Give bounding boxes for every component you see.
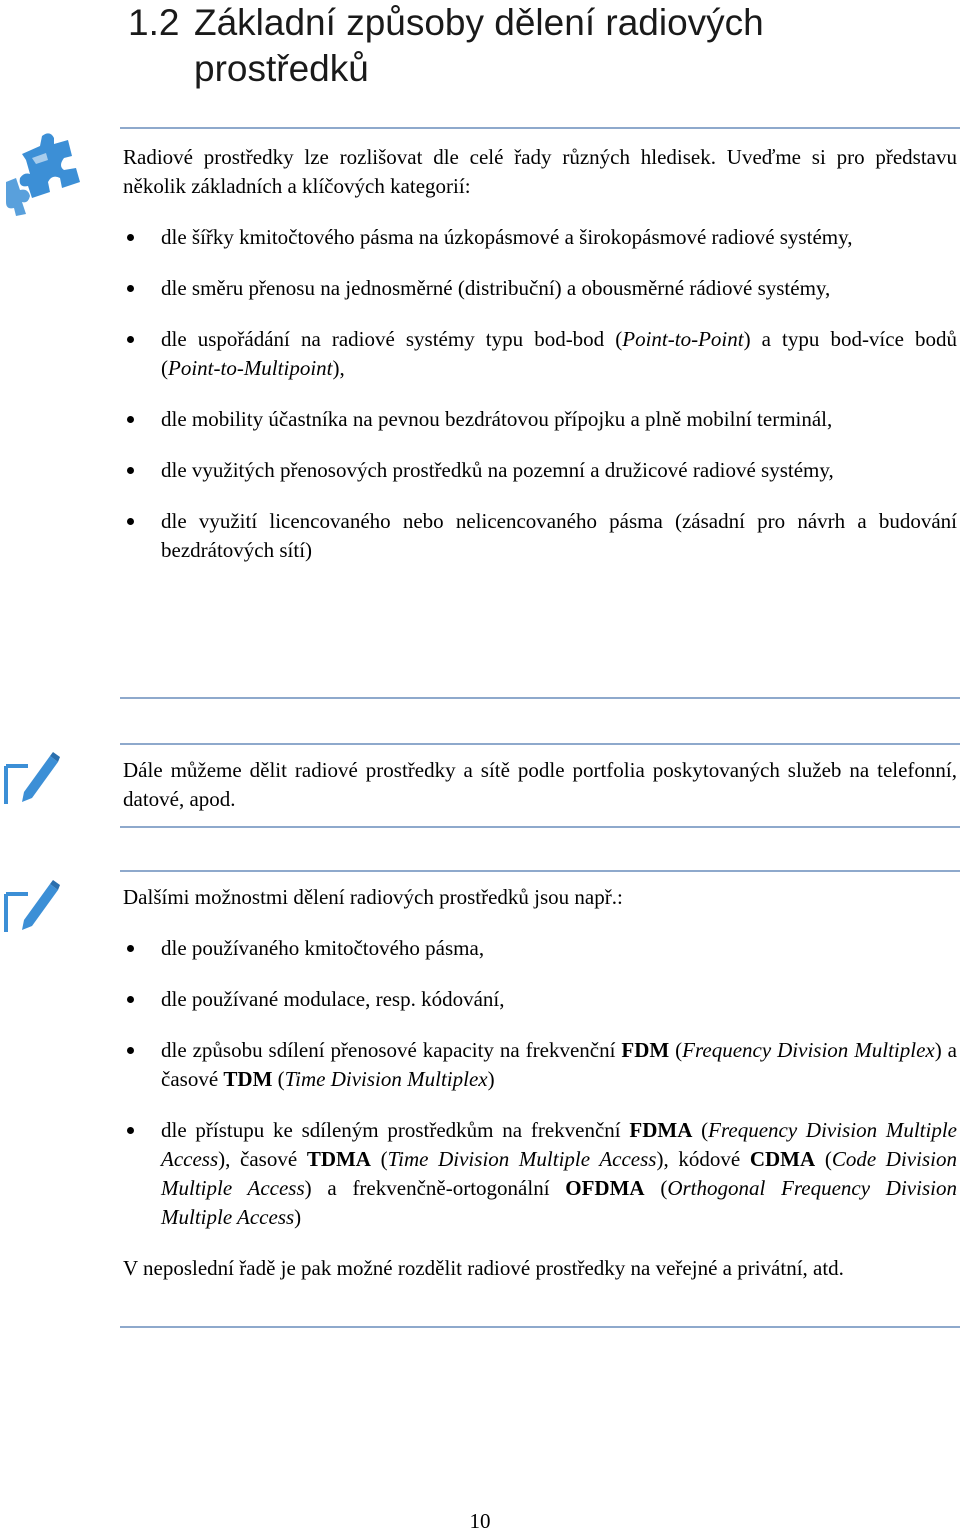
closing-paragraph: V neposlední řadě je pak možné rozdělit radiové prostředky na veřejné a privátní, atd. <box>123 1256 844 1280</box>
divider <box>120 1326 960 1328</box>
section-categories <box>123 143 957 565</box>
list-item: dle uspořádání na radiové systémy typu bod-bod (Point-to-Point) a typu bod-více bodů (Point-to-Multipoint), <box>123 325 957 383</box>
list-item: dle směru přenosu na jednosměrné (distribuční) a obousměrné rádiové systémy, <box>123 274 957 303</box>
section-further-division <box>123 883 957 1283</box>
list-item: dle používaného kmitočtového pásma, <box>123 934 957 963</box>
page-title <box>128 0 928 92</box>
services-paragraph: Dále můžeme dělit radiové prostředky a sítě podle portfolia poskytovaných služeb na telefonní, datové, apod. <box>123 758 957 811</box>
further-intro: Dalšími možnostmi dělení radiových prostředků jsou např.: <box>123 885 623 909</box>
intro-paragraph: Radiové prostředky lze rozlišovat dle celé řady různých hledisek. Uveďme si pro představu několik základních a klíčových kategorií: <box>123 145 957 198</box>
section-title-line1: Základní způsoby dělení radiových <box>194 2 764 43</box>
list-item: dle přístupu ke sdíleným prostředkům na frekvenční FDMA (Frequency Division Multiple Access), časové TDMA (Time Division Multiple Access), kódové CDMA (Code Division Multiple Access) a frekvenčně-ortogonální OFDMA (Orthogonal Frequency Division Multiple Access) <box>123 1116 957 1232</box>
page-number: 10 <box>469 1509 491 1533</box>
list-item: dle šířky kmitočtového pásma na úzkopásmové a širokopásmové radiové systémy, <box>123 223 957 252</box>
list-item: dle využití licencovaného nebo nelicencovaného pásma (zásadní pro návrh a budování bezdrátových sítí) <box>123 507 957 565</box>
divider <box>120 826 960 828</box>
section-services <box>123 756 957 814</box>
list-item: dle mobility účastníka na pevnou bezdrátovou přípojku a plně mobilní terminál, <box>123 405 957 434</box>
further-list <box>123 934 957 1232</box>
pencil-note-icon <box>2 744 60 808</box>
category-list <box>123 223 957 565</box>
list-item: dle využitých přenosových prostředků na pozemní a družicové radiové systémy, <box>123 456 957 485</box>
puzzle-icon <box>2 126 84 218</box>
section-title-line2: prostředků <box>194 48 369 89</box>
pencil-note-icon <box>2 872 60 936</box>
divider <box>120 697 960 699</box>
list-item: dle používané modulace, resp. kódování, <box>123 985 957 1014</box>
divider <box>120 870 960 872</box>
divider <box>120 743 960 745</box>
list-item: dle způsobu sdílení přenosové kapacity na frekvenční FDM (Frequency Division Multiplex) a časové TDM (Time Division Multiplex) <box>123 1036 957 1094</box>
divider <box>120 127 960 129</box>
section-number: 1.2 <box>128 2 180 43</box>
